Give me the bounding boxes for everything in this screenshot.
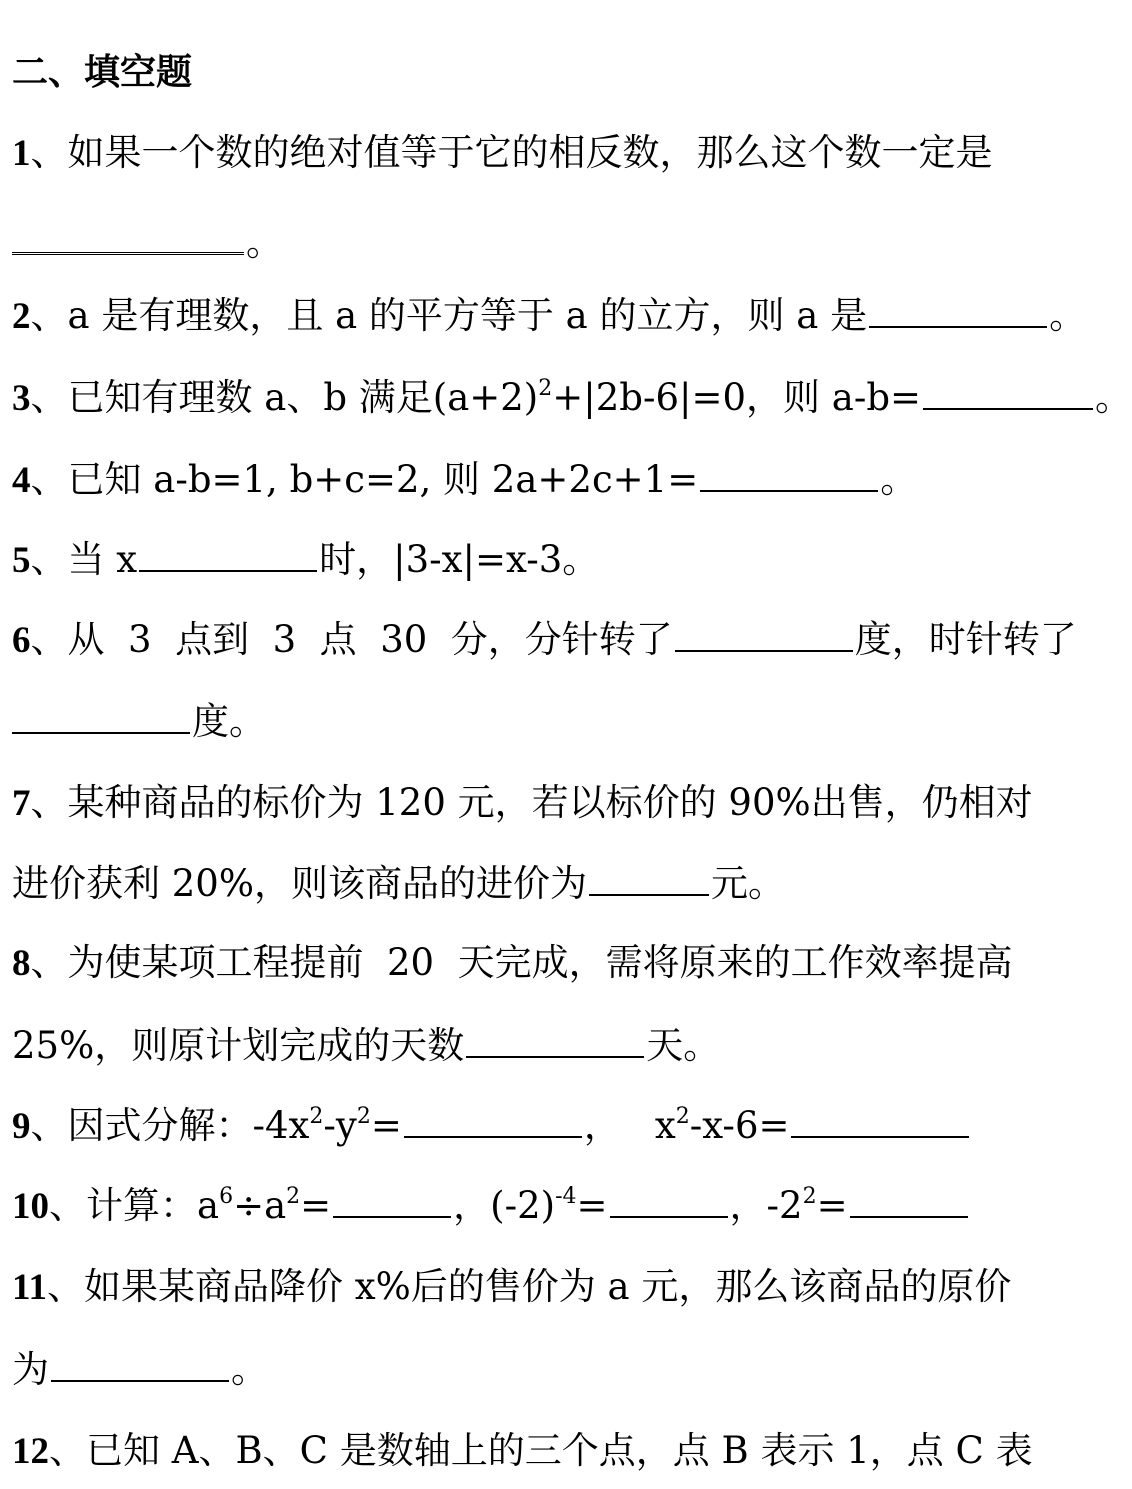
question-end: 天。 xyxy=(646,1024,721,1067)
question-11-continued xyxy=(12,1346,1072,1393)
question-8 xyxy=(12,940,1072,987)
question-end: 。 xyxy=(231,1348,268,1391)
answer-blank[interactable] xyxy=(139,536,317,572)
question-text: = xyxy=(576,1184,608,1227)
question-1 xyxy=(12,130,1072,177)
question-text: x xyxy=(654,1104,676,1147)
question-text: 为 xyxy=(12,1348,49,1391)
question-text: = xyxy=(300,1184,332,1227)
question-end: 元。 xyxy=(711,862,785,905)
superscript: 2 xyxy=(309,1103,324,1129)
question-end: 度。 xyxy=(192,700,266,743)
question-4 xyxy=(12,456,1072,504)
question-text: 、计算：a xyxy=(49,1184,220,1227)
answer-blank[interactable] xyxy=(850,1182,968,1218)
answer-blank[interactable] xyxy=(404,1102,582,1138)
question-3 xyxy=(12,374,1132,422)
answer-blank[interactable] xyxy=(12,218,244,255)
question-8-continued xyxy=(12,1022,1072,1069)
answer-blank[interactable] xyxy=(923,374,1093,410)
question-text: -x-6= xyxy=(689,1104,790,1147)
superscript: 6 xyxy=(219,1183,234,1209)
question-text: 、已知 a-b=1, b+c=2, 则 2a+2c+1= xyxy=(30,458,699,501)
question-end: 。 xyxy=(880,458,918,501)
question-text: 进价获利 20%，则该商品的进价为 xyxy=(12,862,587,905)
superscript: 2 xyxy=(802,1183,817,1209)
section-title: 二、填空题 xyxy=(12,52,193,93)
question-text: 、a 是有理数，且 a 的平方等于 a 的立方，则 a 是 xyxy=(30,294,868,337)
question-number: 7 xyxy=(12,783,31,824)
question-text: 、为使某项工程提前 20 天完成，需将原来的工作效率提高 xyxy=(30,941,1013,984)
answer-blank[interactable] xyxy=(791,1102,969,1138)
superscript: 2 xyxy=(538,375,553,401)
question-number: 5 xyxy=(12,540,31,581)
superscript: 2 xyxy=(286,1183,301,1209)
question-end: 。 xyxy=(1049,294,1087,337)
question-6-continued xyxy=(12,698,1072,745)
answer-blank[interactable] xyxy=(12,698,190,734)
question-text: 、已知有理数 a、b 满足(a+2) xyxy=(30,376,539,419)
question-text: 、如果某商品降价 x%后的售价为 a 元，那么该商品的原价 xyxy=(46,1265,1012,1308)
question-11 xyxy=(12,1264,1072,1311)
answer-blank[interactable] xyxy=(333,1182,451,1218)
answer-blank[interactable] xyxy=(610,1182,728,1218)
question-text: 、因式分解：-4x xyxy=(30,1104,310,1147)
question-number: 12 xyxy=(12,1431,49,1472)
answer-blank[interactable] xyxy=(675,616,853,652)
question-text: = xyxy=(816,1184,848,1227)
question-number: 3 xyxy=(12,378,31,419)
question-number: 8 xyxy=(12,943,31,984)
question-text: ，-2 xyxy=(729,1184,803,1227)
question-number: 1 xyxy=(12,133,31,174)
question-text: 、如果一个数的绝对值等于它的相反数，那么这个数一定是 xyxy=(30,131,993,174)
separator: ， xyxy=(583,1104,621,1147)
question-7-continued xyxy=(12,860,1072,907)
question-number: 2 xyxy=(12,296,31,337)
question-text: = xyxy=(370,1104,402,1147)
question-text: 、从 3 点到 3 点 30 分，分针转了 xyxy=(30,618,673,661)
answer-blank[interactable] xyxy=(869,292,1047,328)
answer-blank[interactable] xyxy=(466,1022,644,1058)
answer-blank[interactable] xyxy=(700,456,878,492)
superscript: 2 xyxy=(356,1103,371,1129)
question-6 xyxy=(12,616,1077,664)
question-7 xyxy=(12,780,1072,827)
question-text: 25%，则原计划完成的天数 xyxy=(12,1024,465,1067)
question-text: 度，时针转了 xyxy=(854,618,1077,661)
question-number: 11 xyxy=(12,1267,47,1308)
question-text: -y xyxy=(323,1104,357,1147)
question-end: 。 xyxy=(1095,376,1132,419)
superscript: 2 xyxy=(675,1103,690,1129)
question-10 xyxy=(12,1182,1072,1230)
question-9 xyxy=(12,1102,1072,1150)
question-text: ，(-2) xyxy=(453,1184,556,1227)
question-12 xyxy=(12,1428,1072,1475)
question-text: ÷a xyxy=(233,1184,287,1227)
question-text: +|2b-6|=0，则 a-b= xyxy=(552,376,922,419)
question-text: 、当 x xyxy=(30,538,138,581)
question-text: 、已知 A、B、C 是数轴上的三个点，点 B 表示 1，点 C 表 xyxy=(49,1429,1033,1472)
question-number: 9 xyxy=(12,1106,31,1147)
question-number: 6 xyxy=(12,620,31,661)
question-number: 4 xyxy=(12,460,31,501)
question-2 xyxy=(12,292,1087,340)
answer-blank[interactable] xyxy=(51,1346,229,1382)
superscript: -4 xyxy=(555,1183,577,1209)
question-1-answer-line xyxy=(12,218,1072,266)
answer-blank[interactable] xyxy=(589,860,709,896)
question-5 xyxy=(12,536,1072,584)
question-text: 时，|3-x|=x-3。 xyxy=(319,538,600,581)
question-number: 10 xyxy=(12,1186,49,1227)
question-end: 。 xyxy=(246,221,283,264)
question-text: 、某种商品的标价为 120 元，若以标价的 90%出售，仍相对 xyxy=(30,781,1033,824)
